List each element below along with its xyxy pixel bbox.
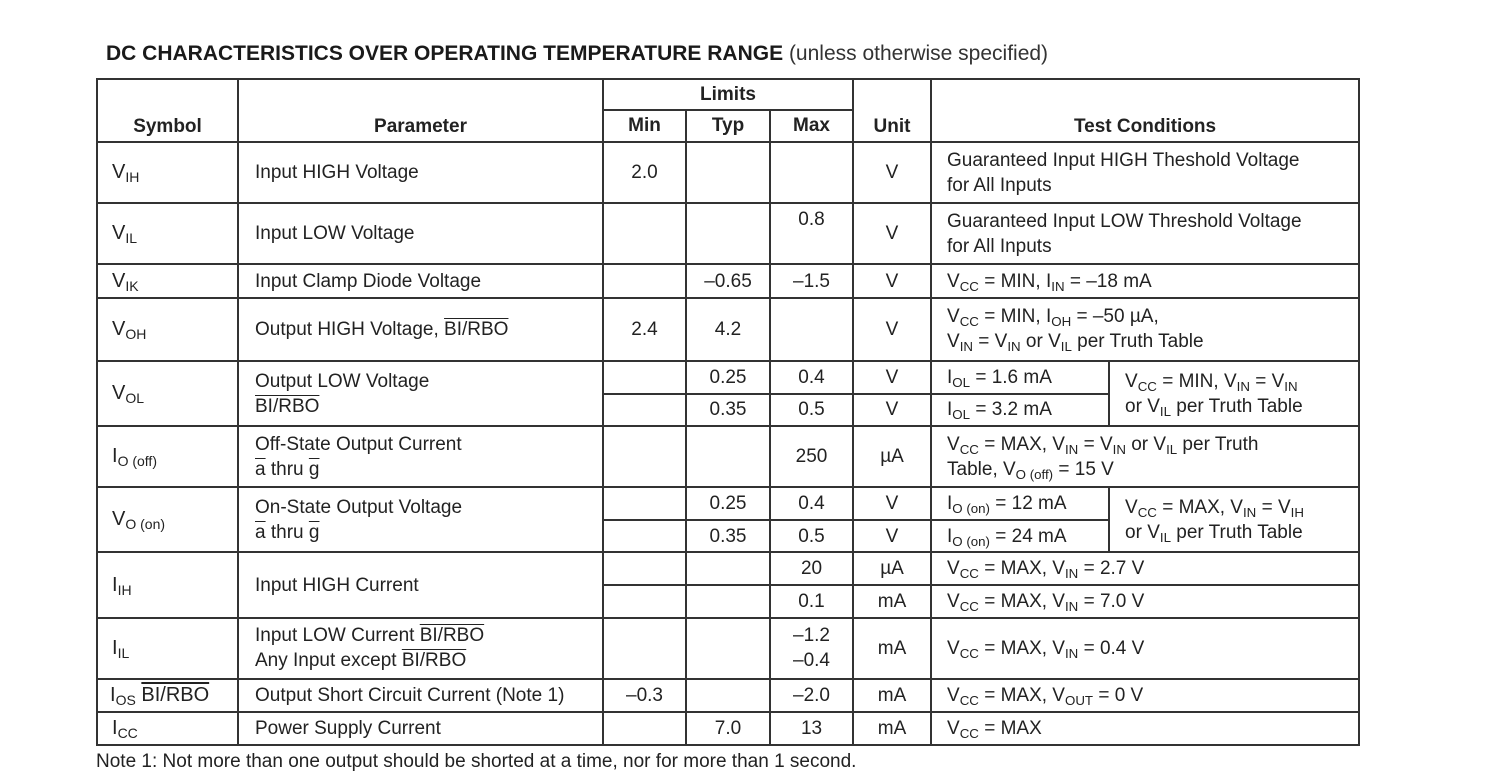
- typ-cell: [686, 618, 770, 679]
- min-cell: [603, 426, 686, 487]
- header-limits: Limits: [603, 79, 853, 110]
- symbol-cell: $V_{IH}$: [97, 142, 238, 203]
- shared-condition-cell: $V_{CC}$ = MAX, $V_{IN} = V_{IH}$ or $V_{IL}$ per Truth Table: [1109, 487, 1359, 552]
- parameter-cell: Input Clamp Diode Voltage: [238, 264, 603, 298]
- current-condition-cell: $I_{O (on)} = 24$ mA: [931, 520, 1109, 553]
- table-row-iil: [97, 618, 1359, 679]
- parameter-cell: Output HIGH Voltage, BI/RBO: [238, 298, 603, 361]
- unit-cell: mA: [853, 618, 931, 679]
- max-cell: 0.5: [770, 394, 853, 427]
- symbol-cell: $V_{IL}$: [97, 203, 238, 264]
- header-parameter: Parameter: [238, 79, 603, 142]
- table-row-voh: [97, 298, 1359, 361]
- min-cell: [603, 264, 686, 298]
- min-cell: [603, 552, 686, 585]
- header-test-conditions: Test Conditions: [931, 79, 1359, 142]
- table-row-vik: [97, 264, 1359, 298]
- max-cell: 13: [770, 712, 853, 745]
- min-cell: [603, 585, 686, 618]
- unit-cell: µA: [853, 426, 931, 487]
- shared-condition-cell: $V_{CC}$ = MIN, $V_{IN} = V_{IN}$ or $V_{IL}$ per Truth Table: [1109, 361, 1359, 426]
- typ-cell: [686, 679, 770, 713]
- header-max: Max: [770, 110, 853, 143]
- parameter-cell: Power Supply Current: [238, 712, 603, 745]
- symbol-cell: $I_{O (off)}$: [97, 426, 238, 487]
- typ-cell: 4.2: [686, 298, 770, 361]
- max-cell: 0.4: [770, 361, 853, 394]
- unit-cell: V: [853, 203, 931, 264]
- header-symbol: Symbol: [97, 79, 238, 142]
- test-conditions-cell: Guaranteed Input HIGH Theshold Voltage for All Inputs: [931, 142, 1359, 203]
- max-cell: [770, 142, 853, 203]
- typ-cell: 0.25: [686, 487, 770, 520]
- max-cell: –2.0: [770, 679, 853, 713]
- test-conditions-cell: $V_{CC}$ = MAX, $V_{IN} = 7.0$ V: [931, 585, 1359, 618]
- typ-cell: 0.35: [686, 394, 770, 427]
- table-row-vol: [97, 361, 1359, 394]
- unit-cell: mA: [853, 679, 931, 713]
- typ-cell: –0.65: [686, 264, 770, 298]
- current-condition-cell: $I_{O (on)} = 12$ mA: [931, 487, 1109, 520]
- parameter-cell: Input HIGH Current: [238, 552, 603, 617]
- test-conditions-cell: Guaranteed Input LOW Threshold Voltage for All Inputs: [931, 203, 1359, 264]
- parameter-cell: Output LOW Voltage BI/RBO: [238, 361, 603, 426]
- max-cell: –1.5: [770, 264, 853, 298]
- parameter-cell: Output Short Circuit Current (Note 1): [238, 679, 603, 713]
- table-row-ios: [97, 679, 1359, 713]
- symbol-cell: $V_{IK}$: [97, 264, 238, 298]
- typ-cell: [686, 426, 770, 487]
- max-cell: [770, 298, 853, 361]
- table-row-vil: [97, 203, 1359, 264]
- min-cell: 2.4: [603, 298, 686, 361]
- test-conditions-cell: $V_{CC}$ = MAX, $V_{OUT} = 0$ V: [931, 679, 1359, 713]
- symbol-cell: $I_{OS}$ BI/RBO: [97, 679, 238, 713]
- unit-cell: V: [853, 361, 931, 394]
- test-conditions-cell: $V_{CC}$ = MAX, $V_{IN} = 0.4$ V: [931, 618, 1359, 679]
- unit-cell: V: [853, 298, 931, 361]
- parameter-cell: Input LOW Current BI/RBO Any Input except BI/RBO: [238, 618, 603, 679]
- test-conditions-cell: $V_{CC}$ = MIN, $I_{OH} = -50$ µA, $V_{IN} = V_{IN}$ or $V_{IL}$ per Truth Table: [931, 298, 1359, 361]
- table-row-vo-on: [97, 487, 1359, 520]
- symbol-cell: $V_{OH}$: [97, 298, 238, 361]
- typ-cell: [686, 552, 770, 585]
- typ-cell: 0.35: [686, 520, 770, 553]
- min-cell: [603, 618, 686, 679]
- min-cell: [603, 520, 686, 553]
- max-cell: 0.1: [770, 585, 853, 618]
- typ-cell: [686, 585, 770, 618]
- max-cell: 0.4: [770, 487, 853, 520]
- test-conditions-cell: $V_{CC}$ = MAX: [931, 712, 1359, 745]
- min-cell: [603, 394, 686, 427]
- current-condition-cell: $I_{OL} = 3.2$ mA: [931, 394, 1109, 427]
- max-cell: 250: [770, 426, 853, 487]
- min-cell: –0.3: [603, 679, 686, 713]
- parameter-cell: Off-State Output Current $\overline{a}$ thru $\overline{g}$: [238, 426, 603, 487]
- parameter-cell: Input LOW Voltage: [238, 203, 603, 264]
- title-subtitle: (unless otherwise specified): [788, 42, 1049, 65]
- unit-cell: V: [853, 264, 931, 298]
- header-row-top: [97, 79, 1359, 110]
- header-unit: Unit: [853, 79, 931, 142]
- typ-cell: 7.0: [686, 712, 770, 745]
- unit-cell: mA: [853, 585, 931, 618]
- symbol-cell: $I_{IL}$: [97, 618, 238, 679]
- dc-characteristics-table: [96, 78, 1360, 746]
- unit-cell: mA: [853, 712, 931, 745]
- table-row-iih: [97, 552, 1359, 585]
- typ-cell: [686, 142, 770, 203]
- unit-cell: V: [853, 520, 931, 553]
- max-cell: 20: [770, 552, 853, 585]
- table-row-vih: [97, 142, 1359, 203]
- test-conditions-cell: $V_{CC}$ = MAX, $V_{IN} = V_{IN}$ or $V_{IL}$ per Truth Table, $V_{O (off)} = 15$ V: [931, 426, 1359, 487]
- unit-cell: V: [853, 142, 931, 203]
- typ-cell: 0.25: [686, 361, 770, 394]
- symbol-cell: $V_{OL}$: [97, 361, 238, 426]
- table-row-icc: [97, 712, 1359, 745]
- min-cell: 2.0: [603, 142, 686, 203]
- max-cell: –1.2 –0.4: [770, 618, 853, 679]
- min-cell: [603, 203, 686, 264]
- parameter-cell: On-State Output Voltage $\overline{a}$ thru $\overline{g}$: [238, 487, 603, 552]
- test-conditions-cell: $V_{CC}$ = MAX, $V_{IN} = 2.7$ V: [931, 552, 1359, 585]
- header-typ: Typ: [686, 110, 770, 143]
- min-cell: [603, 712, 686, 745]
- title-main: DC CHARACTERISTICS OVER OPERATING TEMPERATURE RANGE: [106, 42, 784, 65]
- unit-cell: µA: [853, 552, 931, 585]
- typ-cell: [686, 203, 770, 264]
- unit-cell: V: [853, 394, 931, 427]
- footnote: Note 1: Not more than one output should be shorted at a time, nor for more than 1 second.: [96, 751, 857, 772]
- min-cell: [603, 487, 686, 520]
- test-conditions-cell: $V_{CC}$ = MIN, $I_{IN} = -18$ mA: [931, 264, 1359, 298]
- max-cell: 0.5: [770, 520, 853, 553]
- unit-cell: V: [853, 487, 931, 520]
- header-min: Min: [603, 110, 686, 143]
- symbol-cell: $V_{O (on)}$: [97, 487, 238, 552]
- symbol-cell: $I_{CC}$: [97, 712, 238, 745]
- min-cell: [603, 361, 686, 394]
- max-cell: 0.8: [770, 203, 853, 264]
- parameter-cell: Input HIGH Voltage: [238, 142, 603, 203]
- symbol-cell: $I_{IH}$: [97, 552, 238, 617]
- table-title: [106, 42, 1048, 66]
- current-condition-cell: $I_{OL} = 1.6$ mA: [931, 361, 1109, 394]
- table-row-io-off: [97, 426, 1359, 487]
